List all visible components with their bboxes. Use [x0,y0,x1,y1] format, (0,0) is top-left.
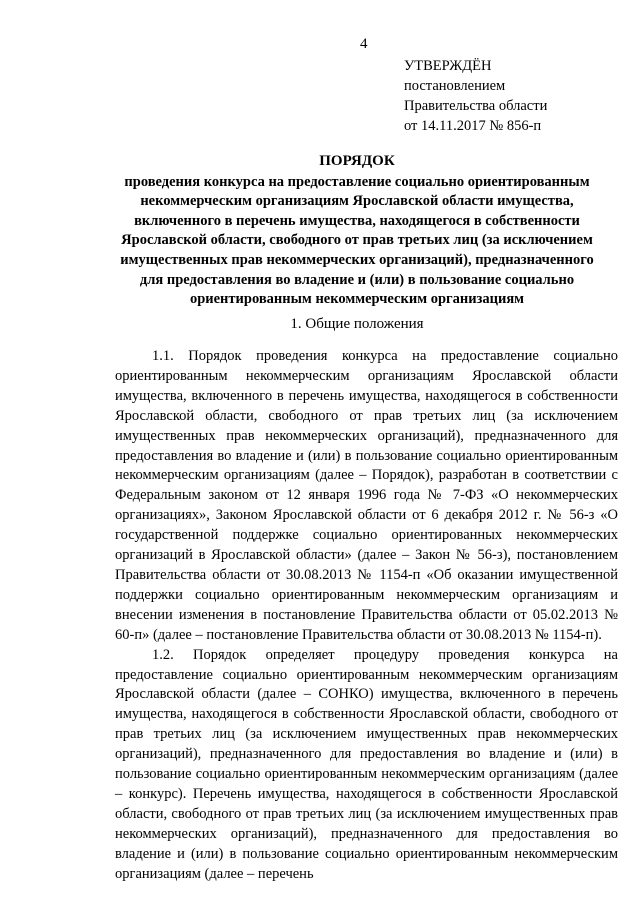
title-line: включенного в перечень имущества, находящегося в собственности [134,212,580,229]
paragraph-1-1: 1.1. Порядок проведения конкурса на предоставление социально ориентированным некоммерческим организациям Ярославской области имущества, включенного в перечень имущества, находящегося в собственности Ярославской области, свободного от прав третьих лиц (за исключением имущественных прав некоммерческих организаций), предназначенного для предоставления во владение и (или) в пользование социально ориентированным некоммерческим организациям (далее – Порядок), разработан в соответствии с Федеральным законом от 12 января 1996 года № 7-ФЗ «О некоммерческих организациях», Законом Ярославской области от 6 декабря 2012 г. № 56-з «О государственной поддержке социально ориентированных некоммерческих организаций в Ярославской области» (далее – Закон № 56-з), постановлением Правительства области от 30.08.2013 № 1154-п «Об оказании имущественной поддержки социально ориентированным некоммерческим организациям и внесении изменения в постановление Правительства области от 05.02.2013 № 60-п» (далее – постановление Правительства области от 30.08.2013 № 1154-п). [115,348,618,643]
title-line: проведения конкурса на предоставление социально ориентированным [124,173,590,190]
approval-line: Правительства области [404,98,548,114]
section-heading: 1. Общие положения [290,316,424,332]
title-line: некоммерческим организациям Ярославской области имущества, [140,193,574,210]
approval-line: от 14.11.2017 № 856-п [404,118,542,134]
page-number: 4 [360,36,368,52]
title-heading: ПОРЯДОК [319,153,395,169]
document-title [96,152,618,310]
title-line: ориентированным некоммерческим организациям [189,291,525,308]
approval-line: УТВЕРЖДЁН [404,58,492,74]
paragraph-1-2: 1.2. Порядок определяет процедуру проведения конкурса на предоставление социально ориентированным некоммерческим организациям Ярославской области (далее – СОНКО) имущества, включенного в перечень имущества, находящегося в собственности Ярославской области, свободного от прав третьих лиц (за исключением имущественных прав некоммерческих организаций), предназначенного для предоставления во владение и (или) в пользование социально ориентированным некоммерческим организациям (далее – конкурс). Перечень имущества, находящегося в собственности Ярославской области, свободного от прав третьих лиц (за исключением имущественных прав некоммерческих организаций), предназначенного для предоставления во владение и (или) в пользование социально ориентированным некоммерческим организациям (далее – перечень [115,646,618,882]
document-body [115,347,618,884]
approval-line: постановлением [404,78,506,94]
title-line: для предоставления во владение и (или) в пользование социально [139,271,575,288]
title-line: имущественных прав некоммерческих организаций), предназначенного [120,251,594,268]
title-line: Ярославской области, свободного от прав третьих лиц (за исключением [121,232,593,249]
approval-stamp [404,56,547,136]
